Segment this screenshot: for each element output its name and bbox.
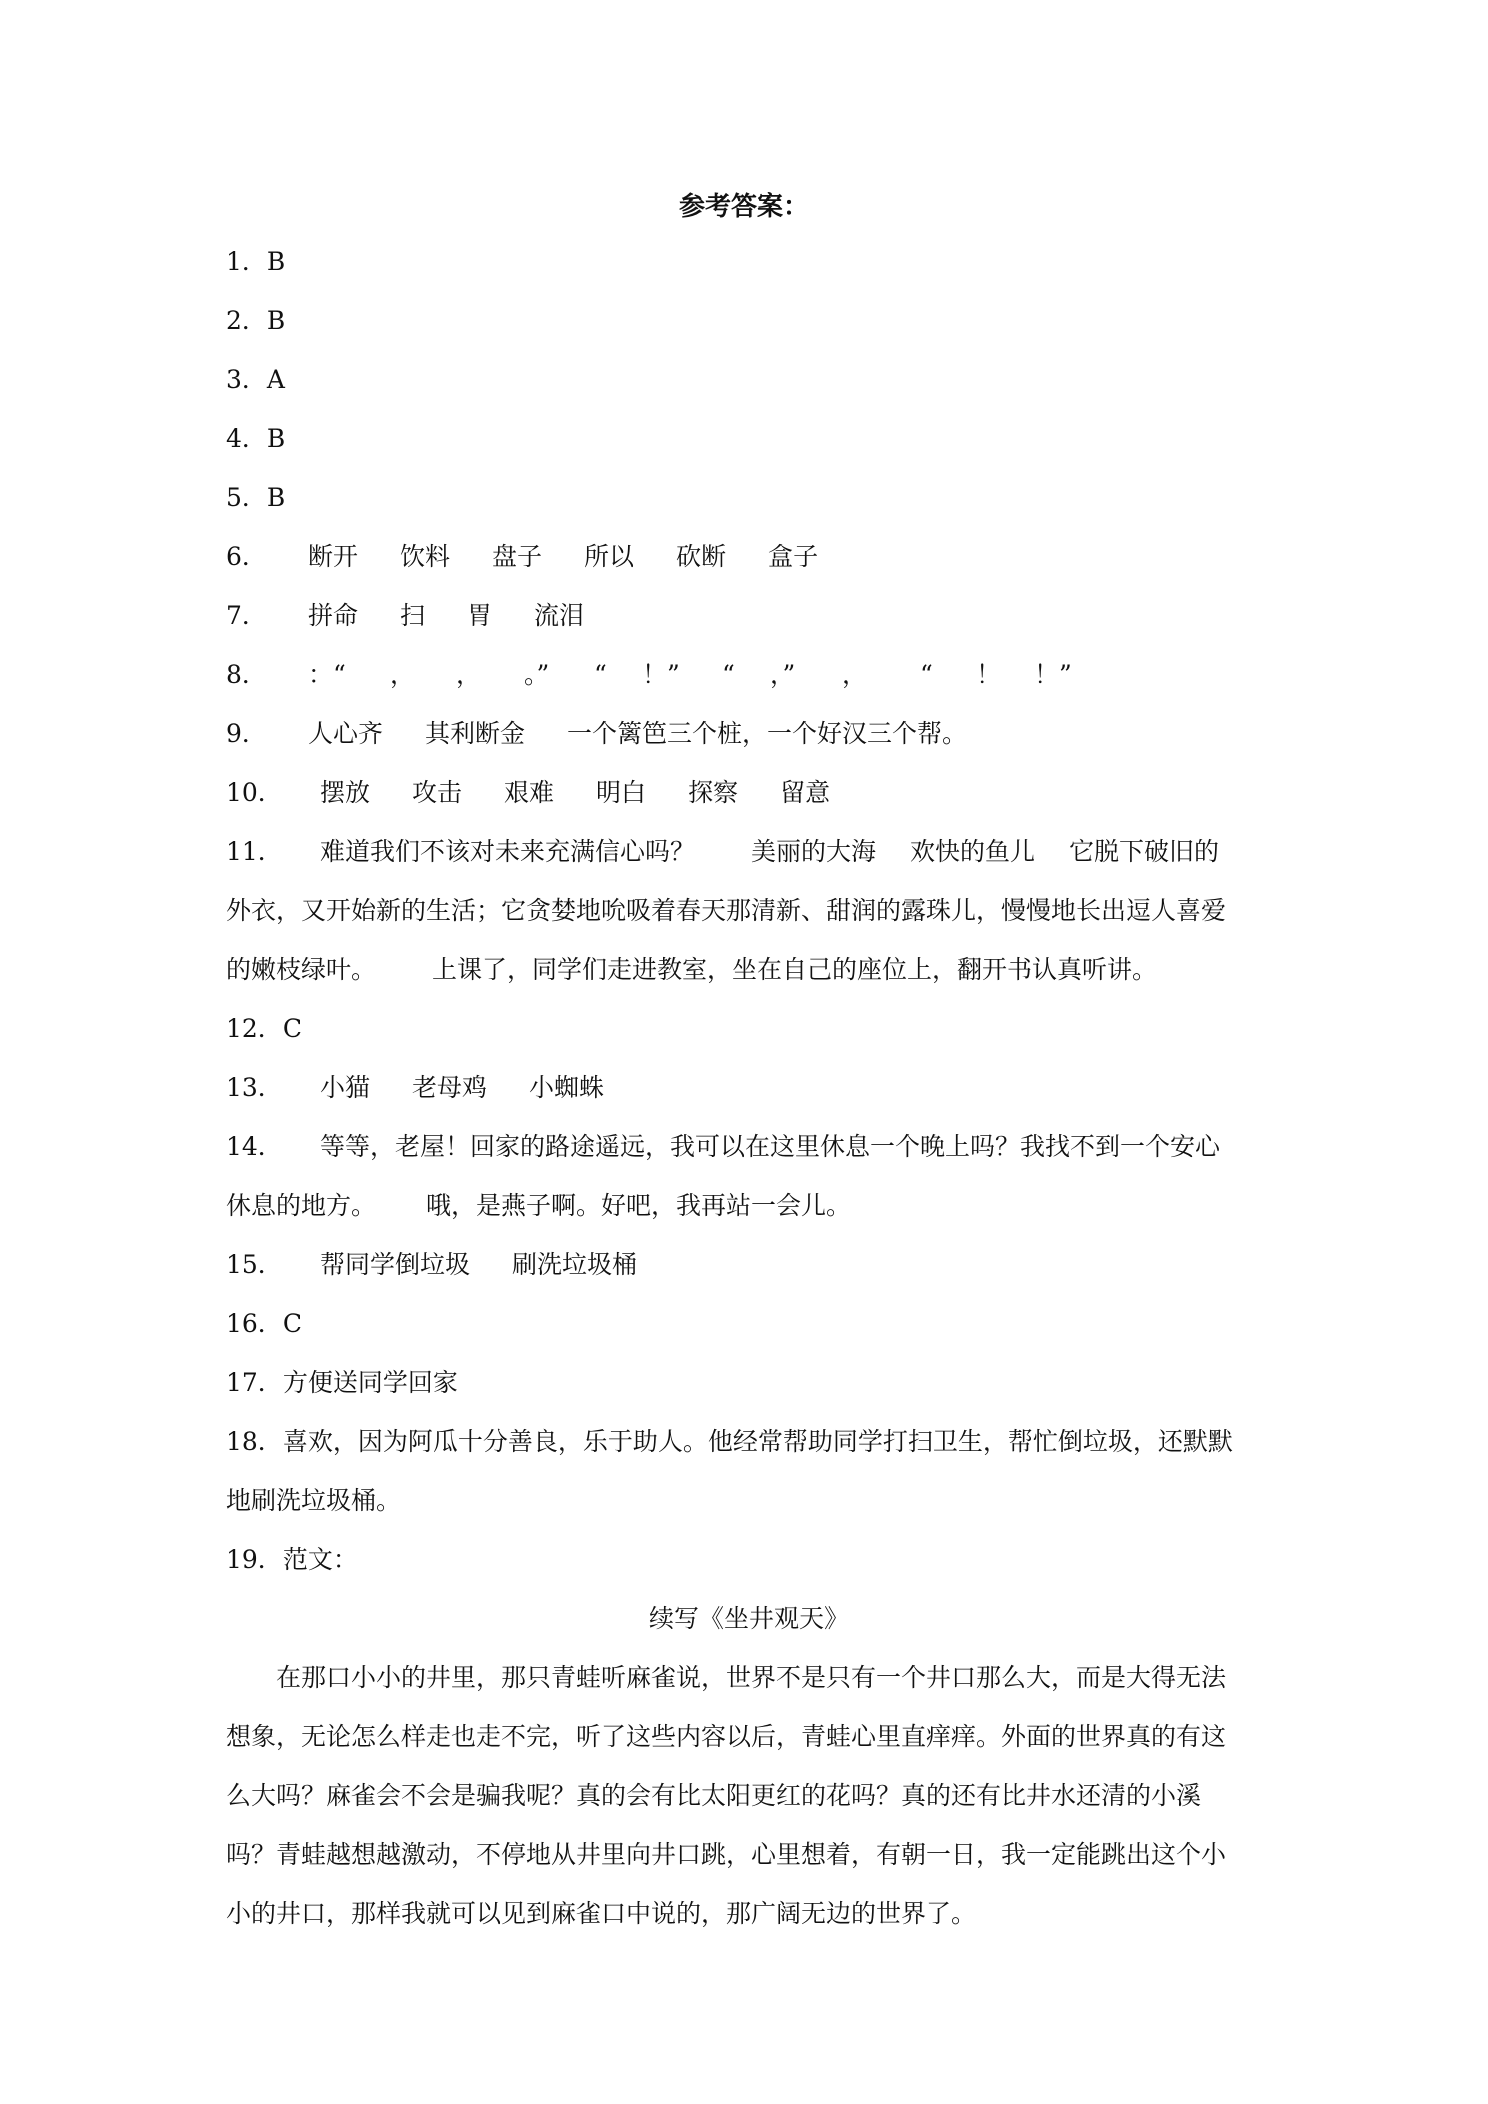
answer-word: 老母鸡 <box>412 1073 488 1102</box>
answer-text: B <box>266 424 286 453</box>
answer-phrase: 刷洗垃圾桶 <box>512 1250 638 1279</box>
answer-number: 18． <box>226 1427 283 1456</box>
answer-10 <box>226 763 1272 822</box>
punctuation-mark: ，” <box>770 660 796 689</box>
essay-line: 想象，无论怎么样走也走不完，听了这些内容以后，青蛙心里直痒痒。外面的世界真的有这 <box>226 1722 1227 1751</box>
answer-phrase: 人心齐 <box>308 719 384 748</box>
answer-text: 喜欢，因为阿瓜十分善良，乐于助人。他经常帮助同学打扫卫生，帮忙倒垃圾，还默默 <box>282 1427 1233 1456</box>
essay-line: 在那口小小的井里，那只青蛙听麻雀说，世界不是只有一个井口那么大，而是大得无法 <box>276 1663 1227 1692</box>
answer-phrase: 欢快的鱼儿 <box>910 837 1036 866</box>
answer-3 <box>226 350 1272 409</box>
answer-word: 流泪 <box>534 601 585 630</box>
answer-number: 9． <box>226 719 267 748</box>
answer-word: 攻击 <box>412 778 463 807</box>
page-title: 参考答案： <box>678 192 809 222</box>
answer-17 <box>226 1353 1272 1412</box>
punctuation-mark: ！” <box>1034 660 1072 689</box>
answer-text: C <box>282 1014 302 1043</box>
answer-number: 15． <box>226 1250 283 1279</box>
answer-18-line-1 <box>226 1412 1272 1471</box>
essay-line: 小的井口，那样我就可以见到麻雀口中说的，那广阔无边的世界了。 <box>226 1899 977 1928</box>
answer-number: 13． <box>226 1073 283 1102</box>
essay-line: 么大吗？麻雀会不会是骗我呢？真的会有比太阳更红的花吗？真的还有比井水还清的小溪 <box>226 1781 1202 1810</box>
answer-8 <box>226 645 1272 704</box>
answer-word: 留意 <box>780 778 831 807</box>
answer-word: 艰难 <box>504 778 555 807</box>
answer-number: 19． <box>226 1545 283 1574</box>
answer-word: 拼命 <box>308 601 359 630</box>
answer-9 <box>226 704 1272 763</box>
answer-19 <box>226 1530 1272 1589</box>
answer-word: 饮料 <box>400 542 451 571</box>
answer-text: C <box>282 1309 302 1338</box>
answer-number: 12． <box>226 1014 283 1043</box>
answer-word: 盘子 <box>492 542 543 571</box>
answer-word: 盒子 <box>768 542 819 571</box>
answer-5 <box>226 468 1272 527</box>
answer-18-line-2: 地刷洗垃圾桶。 <box>226 1486 402 1515</box>
answer-word: 砍断 <box>676 542 727 571</box>
answer-phrase: 的嫩枝绿叶。 <box>226 955 377 984</box>
answer-text: B <box>266 483 286 512</box>
answer-6 <box>226 527 1272 586</box>
answer-13 <box>226 1058 1272 1117</box>
answer-11-line-1 <box>226 822 1272 881</box>
answer-text: A <box>266 365 285 394</box>
answer-12 <box>226 999 1272 1058</box>
punctuation-mark: ！ <box>976 660 1002 689</box>
answer-word: 探察 <box>688 778 739 807</box>
answer-14-line-2 <box>226 1176 1272 1235</box>
answer-word: 所以 <box>584 542 635 571</box>
answer-number: 1． <box>226 247 267 276</box>
answer-number: 6． <box>226 542 267 571</box>
essay-title: 续写《坐井观天》 <box>648 1604 849 1633</box>
answer-number: 16． <box>226 1309 283 1338</box>
answer-list <box>226 232 1272 1943</box>
answer-number: 14． <box>226 1132 283 1161</box>
answer-1 <box>226 232 1272 291</box>
answer-phrase: 帮同学倒垃圾 <box>320 1250 471 1279</box>
answer-2 <box>226 291 1272 350</box>
punctuation-mark: 。” <box>524 660 550 689</box>
answer-14-line-1 <box>226 1117 1272 1176</box>
answer-text: B <box>266 306 286 335</box>
answer-word: 明白 <box>596 778 647 807</box>
answer-4 <box>226 409 1272 468</box>
answer-text: 方便送同学回家 <box>282 1368 458 1397</box>
answer-11-line-2: 外衣，又开始新的生活；它贪婪地吮吸着春天那清新、甜润的露珠儿，慢慢地长出逗人喜爱 <box>226 896 1227 925</box>
punctuation-mark: “ <box>594 660 607 689</box>
answer-number: 10． <box>226 778 283 807</box>
answer-number: 7． <box>226 601 267 630</box>
answer-7 <box>226 586 1272 645</box>
answer-word: 小蜘蛛 <box>529 1073 605 1102</box>
answer-phrase: 等等，老屋！回家的路途遥远，我可以在这里休息一个晚上吗？我找不到一个安心 <box>320 1132 1221 1161</box>
answer-phrase: 哦，是燕子啊。好吧，我再站一会儿。 <box>426 1191 852 1220</box>
punctuation-mark: ， <box>842 660 868 689</box>
answer-16 <box>226 1294 1272 1353</box>
answer-phrase: 上课了，同学们走进教室，坐在自己的座位上，翻开书认真听讲。 <box>432 955 1158 984</box>
punctuation-mark: ：“ <box>308 660 346 689</box>
answer-number: 2． <box>226 306 267 335</box>
answer-word: 扫 <box>400 601 426 630</box>
answer-phrase: 美丽的大海 <box>751 837 877 866</box>
answer-15 <box>226 1235 1272 1294</box>
answer-text: B <box>266 247 286 276</box>
answer-word: 断开 <box>308 542 359 571</box>
answer-label: 范文： <box>282 1545 358 1574</box>
answer-word: 摆放 <box>320 778 371 807</box>
answer-phrase: 它脱下破旧的 <box>1069 837 1220 866</box>
answer-phrase: 一个篱笆三个桩，一个好汉三个帮。 <box>567 719 968 748</box>
answer-number: 11． <box>226 837 283 866</box>
punctuation-mark: “ <box>920 660 933 689</box>
answer-phrase: 休息的地方。 <box>226 1191 377 1220</box>
answer-number: 5． <box>226 483 267 512</box>
answer-word: 小猫 <box>320 1073 371 1102</box>
essay-line: 吗？青蛙越想越激动，不停地从井里向井口跳，心里想着，有朝一日，我一定能跳出这个小 <box>226 1840 1227 1869</box>
answer-number: 17． <box>226 1368 283 1397</box>
answer-number: 4． <box>226 424 267 453</box>
answer-word: 胃 <box>467 601 493 630</box>
answer-number: 8． <box>226 660 267 689</box>
punctuation-mark: “ <box>722 660 735 689</box>
answer-phrase: 其利断金 <box>425 719 526 748</box>
punctuation-mark: ， <box>456 660 482 689</box>
answer-number: 3． <box>226 365 267 394</box>
punctuation-mark: ！” <box>642 660 680 689</box>
answer-phrase: 难道我们不该对未来充满信心吗？ <box>320 837 696 866</box>
answer-11-line-3 <box>226 940 1272 999</box>
punctuation-mark: ， <box>390 660 416 689</box>
